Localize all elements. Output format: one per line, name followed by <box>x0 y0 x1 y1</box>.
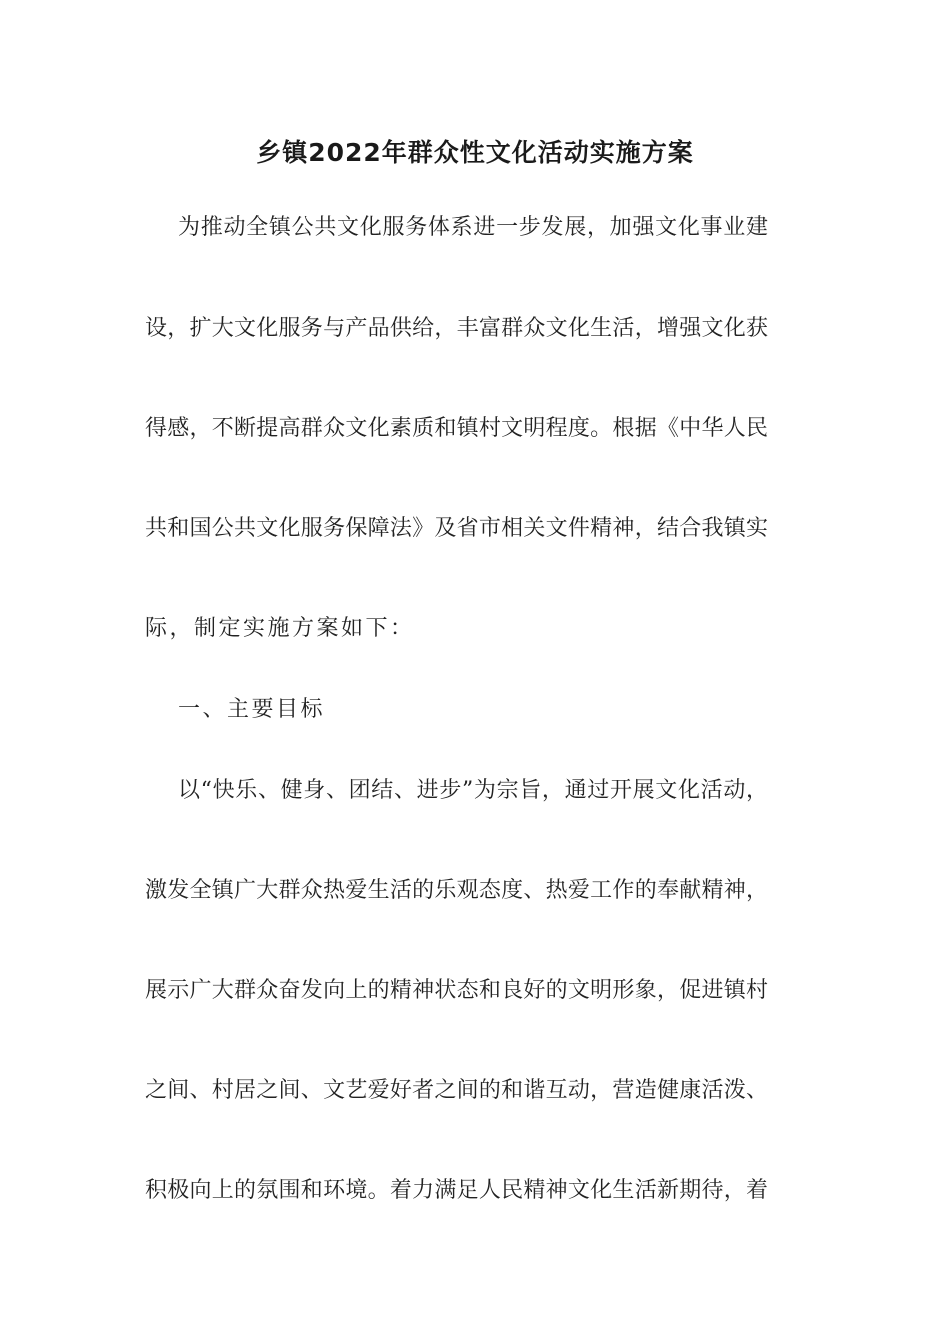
document-title: 乡镇2022年群众性文化活动实施方案 <box>256 138 694 167</box>
paragraph-line-2: 设，扩大文化服务与产品供给，丰富群众文化生活，增强文化获 <box>145 316 768 341</box>
paragraph-line-3: 得感，不断提高群众文化素质和镇村文明程度。根据《中华人民 <box>145 416 768 441</box>
paragraph-line-9: 之间、村居之间、文艺爱好者之间的和谐互动，营造健康活泼、 <box>145 1078 768 1103</box>
paragraph-line-8: 展示广大群众奋发向上的精神状态和良好的文明形象，促进镇村 <box>145 978 768 1003</box>
paragraph-line-10: 积极向上的氛围和环境。着力满足人民精神文化生活新期待，着 <box>145 1178 768 1203</box>
paragraph-line-4: 共和国公共文化服务保障法》及省市相关文件精神，结合我镇实 <box>145 516 768 541</box>
paragraph-line-5: 际，制定实施方案如下： <box>145 616 415 641</box>
paragraph-line-7: 激发全镇广大群众热爱生活的乐观态度、热爱工作的奉献精神， <box>145 878 768 903</box>
paragraph-line-6: 以“快乐、健身、团结、进步”为宗旨，通过开展文化活动， <box>178 778 768 803</box>
section-heading-1: 一、主要目标 <box>178 697 326 722</box>
paragraph-line-1: 为推动全镇公共文化服务体系进一步发展，加强文化事业建 <box>178 215 768 240</box>
